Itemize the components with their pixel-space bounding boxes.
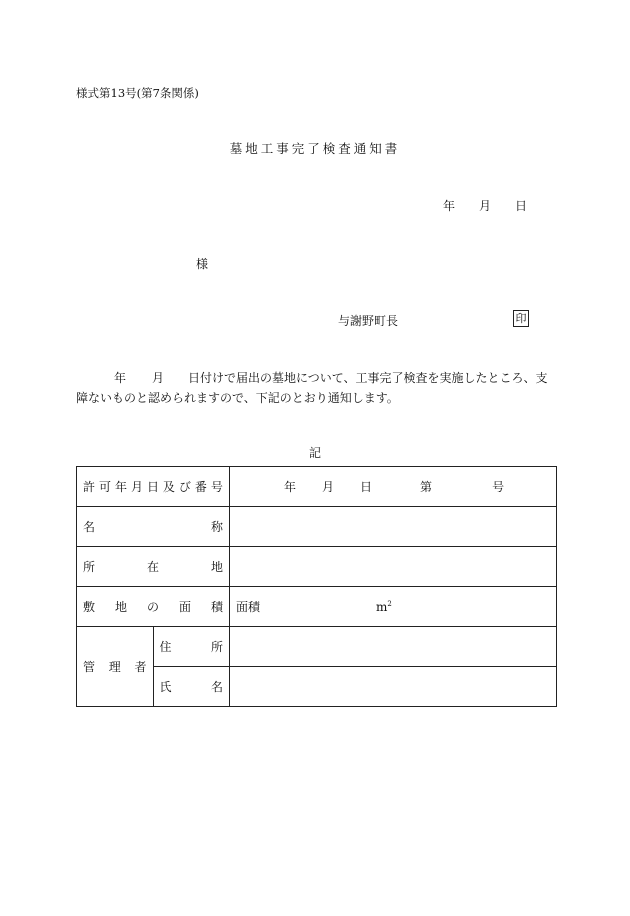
permit-label: 許 可 年 月 日 及 び 番 号	[83, 480, 223, 494]
address-value-cell	[230, 627, 557, 667]
issuer-name: 与謝野町長	[338, 314, 399, 328]
location-value-cell	[230, 547, 557, 587]
area-unit-superscript: 2	[387, 600, 392, 608]
table-row-name	[77, 507, 557, 547]
date-day-label: 日	[515, 199, 528, 213]
area-unit: m	[376, 600, 388, 614]
permit-value-cell	[230, 467, 557, 507]
area-value-cell	[230, 587, 557, 627]
permit-month-label: 月	[322, 480, 335, 494]
date-line	[443, 197, 527, 214]
table-row-location	[77, 547, 557, 587]
person-name-value-cell	[230, 667, 557, 707]
date-year-label: 年	[443, 199, 456, 213]
body-paragraph	[76, 368, 558, 408]
name-value-cell	[230, 507, 557, 547]
manager-label-cell	[77, 627, 154, 707]
name-label-cell	[77, 507, 230, 547]
person-name-label-cell	[153, 667, 230, 707]
addressee-honorific: 様	[196, 257, 209, 271]
table-row-manager-address	[77, 627, 557, 667]
detail-table	[76, 466, 557, 707]
permit-year-label: 年	[284, 480, 297, 494]
table-row-permit	[77, 467, 557, 507]
address-label: 住 所	[159, 640, 223, 654]
location-label: 所 在 地	[83, 560, 223, 574]
body-text: 日付けで届出の墓地について、工事完了検査を実施したところ、支障ないものと認められますので、下記のとおり通知します。	[76, 371, 548, 405]
person-name-label: 氏 名	[159, 680, 223, 694]
permit-dai-label: 第	[420, 480, 433, 494]
area-label-cell	[77, 587, 230, 627]
permit-day-label: 日	[360, 480, 373, 494]
date-month-label: 月	[479, 199, 492, 213]
body-year-label: 年	[114, 371, 127, 385]
permit-label-cell	[77, 467, 230, 507]
area-prefix: 面積	[236, 600, 261, 614]
address-label-cell	[153, 627, 230, 667]
table-row-area	[77, 587, 557, 627]
name-label: 名 称	[83, 520, 223, 534]
form-number: 様式第13号(第7条関係)	[76, 86, 199, 100]
manager-label: 管 理 者	[83, 660, 147, 674]
area-label: 敷 地 の 面 積	[83, 600, 223, 614]
location-label-cell	[77, 547, 230, 587]
seal-mark: 印	[513, 310, 529, 327]
ki-heading: 記	[308, 446, 321, 460]
document-title: 墓地工事完了検査通知書	[229, 141, 401, 156]
permit-go-label: 号	[492, 480, 505, 494]
body-month-label: 月	[152, 371, 165, 385]
